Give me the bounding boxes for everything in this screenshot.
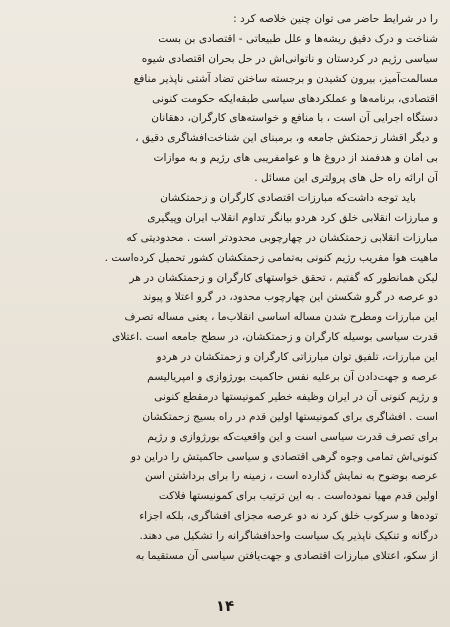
page-number: ۱۴ [215,597,235,615]
text-line: و دیگر اقشار زحمتکش جامعه و، برمبنای این شناخت‌افشاگری دقیق ، [135,132,438,145]
text-line: و رژیم کنونی آن در ایران وظیفه خطیر کمونیستها درمقطع کنونی [154,390,438,403]
text-line: کنونی‌اش تمامی وجوه گرهی اقتصادی و سیاسی حاکمیتش را دراین دو [130,450,438,463]
body-text [10,10,438,567]
text-line: ماهیت هوا مفریب رژیم کنونی به‌تمامی زحمتکشان کشور تحمیل کرده‌است . [104,251,438,264]
text-line: لیکن همانطور که گفتیم ، تحقق خواستهای کارگران و زحمتکشان در هر [129,271,438,284]
text-line: سیاسی رژیم در کردستان و ناتوانی‌اش در حل بحران اقتصادی شیوه [141,52,438,65]
text-line: باید توجه داشت‌که مبارزات اقتصادی کارگران و زحمتکشان [160,192,416,205]
text-line: آن ارائه راه حل های پرولتری این مسائل . [254,172,438,185]
text-line: اولین قدم مهیا نموده‌است . به این ترتیب برای کمونیستها فلاکت [158,490,438,503]
text-line: این مبارزات، تلفیق توان مبارزاتی کارگران و زحمتکشان در هردو [156,351,438,364]
text-line: مبارزات انقلابی زحمتکشان در چهارچوبی محدودتر است . محدودیتی که [126,231,438,244]
text-line: برای تصرف قدرت سیاسی است و این واقعیت‌که بورژوازی و رژیم [147,430,438,443]
text-line: این مبارزات ومطرح شدن مساله اساسی انقلاب‌ما ، یعنی مساله تصرف [124,311,438,324]
text-line: شناخت و درک دقیق ریشه‌ها و علل طبیعاتی - اقتصادی بن بست [158,32,438,45]
text-line: دو عرصه در گرو شکستن این چهارچوب محدود، در گرو اعتلا و پیوند [142,291,438,304]
text-line: و مبارزات انقلابی خلق کرد هردو بیانگر تداوم انقلاب ایران وپیگیری [147,211,438,224]
text-line: عرصه بوضوح به نمایش گذارده است ، زمینه را برای برداشتن اسن [145,470,438,483]
text-line: را در شرایط حاضر می توان چنین خلاصه کرد : [233,13,438,25]
text-line: توده‌ها و سرکوب خلق کرد نه دو عرصه مجزای افشاگری، بلکه اجزاء [139,510,438,523]
text-line: اقتصادی، برنامه‌ها و عملکردهای سیاسی طبقه‌ایکه حکومت کنونی [152,92,438,105]
text-line: مسالمت‌آمیز، بیرون کشیدن و برجسته ساختن تضاد آشتی ناپذیر منافع [133,72,438,85]
text-line: عرصه و جهت‌دادن آن برعلیه نفس حاکمیت بورژوازی و امپریالیسم [147,371,438,384]
text-line: درگانه و تنکیک ناپذیر یک سیاست واحد‌افشاگرانه را تشکیل می دهند. [139,530,438,543]
text-line: است . افشاگری برای کمونیستها اولین قدم در راه بسیج زحمتکشان [142,410,438,423]
text-line: از سکو، اعتلای مبارزات اقتصادی و جهت‌یافتن سیاسی آن مستقیما به [135,550,438,563]
text-line: دستگاه اجرایی آن است ، با منافع و خواسته‌های کارگران، دهقانان [151,112,438,125]
text-line: بی امان و هدفمند از دروغ ها و عوامفریبی های رژیم و به موازات [153,152,438,165]
text-line: قدرت سیاسی بوسیله کارگران و زحمتکشان، در سطح جامعه است .اعتلای [111,331,438,344]
